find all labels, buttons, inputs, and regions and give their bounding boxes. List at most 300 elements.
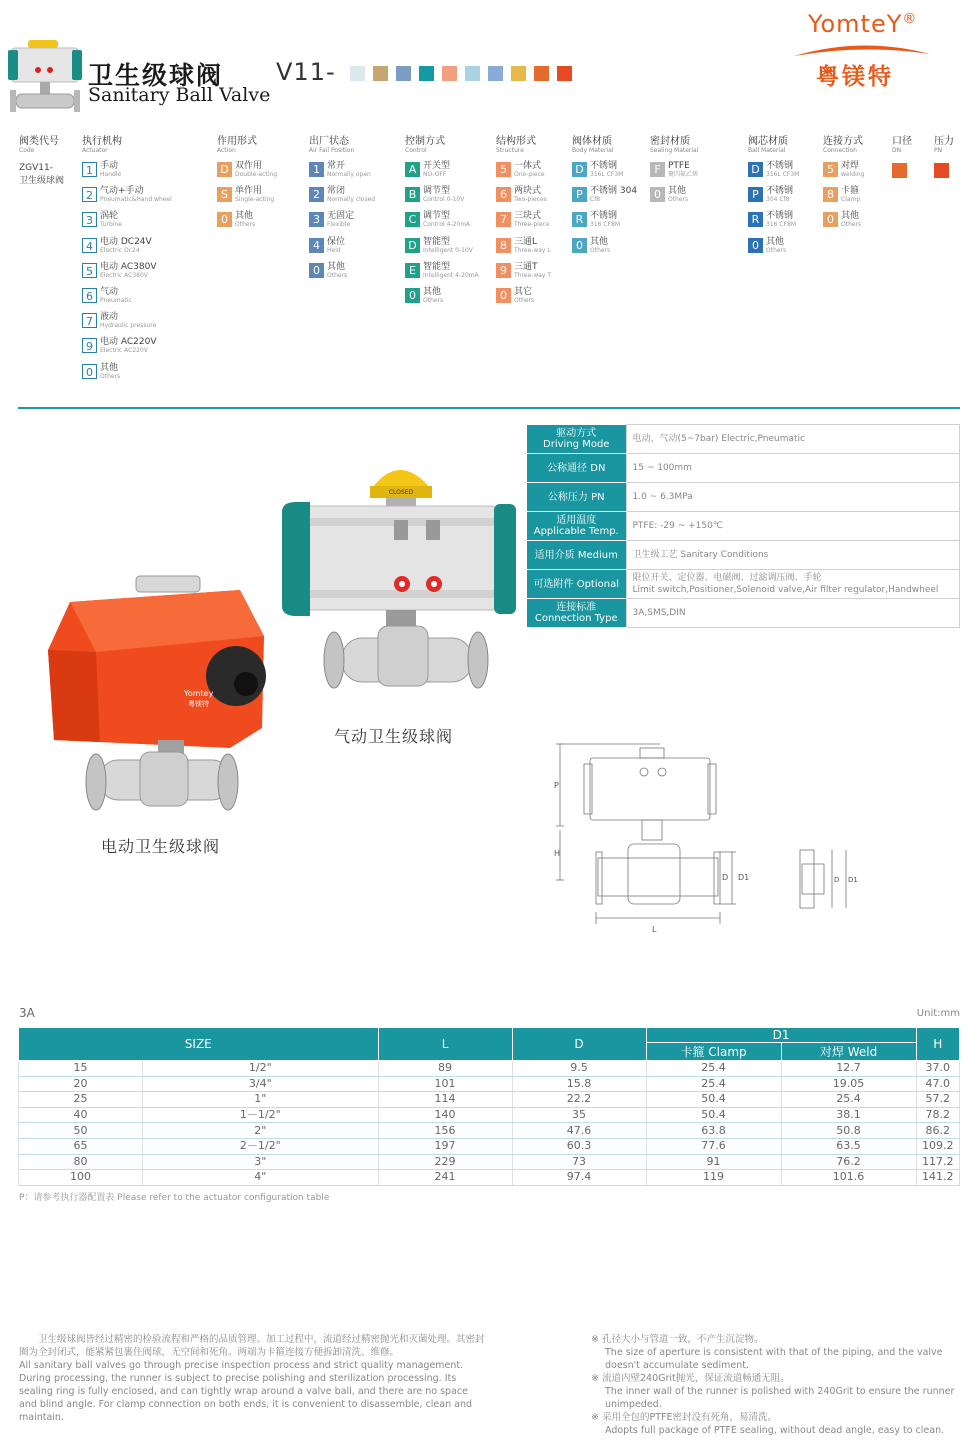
option-item: [405, 186, 479, 211]
table-cell: 20: [19, 1076, 143, 1092]
svg-text:D1: D1: [738, 873, 750, 882]
table-cell: 77.6: [646, 1138, 781, 1154]
table-row: [19, 1123, 960, 1139]
option-label: 不锈钢: [766, 211, 794, 222]
svg-text:L: L: [652, 925, 657, 934]
option-label: 涡轮: [100, 211, 119, 222]
option-code: E: [405, 263, 420, 278]
spec-row: [527, 454, 960, 483]
option-label-en: Others: [327, 271, 348, 279]
option-label: 常开: [327, 161, 346, 171]
spec-table: [527, 424, 960, 628]
feature-cn: ※ 孔径大小与管道一致，不产生沉淀物。: [591, 1334, 764, 1345]
option-item: [309, 161, 375, 186]
option-label: 智能型: [423, 236, 451, 247]
column-heading-en: Actuator: [82, 147, 108, 154]
table-cell: 63.5: [781, 1138, 916, 1154]
option-label-en: Others: [514, 296, 535, 304]
option-item: [82, 237, 172, 262]
table-cell: 3": [143, 1154, 379, 1170]
option-label: 气动+手动: [100, 186, 144, 197]
brand-logo-en: YomteY®: [808, 10, 918, 38]
option-item: [496, 237, 551, 262]
option-label-en: Normally open: [327, 171, 371, 178]
option-code: D: [217, 162, 232, 177]
option-item: [82, 161, 172, 186]
option-label: 三通T: [514, 261, 538, 272]
option-label: 常闭: [327, 186, 346, 197]
svg-text:D: D: [722, 873, 729, 882]
table-cell: 57.2: [916, 1092, 959, 1108]
option-item: [405, 262, 479, 287]
column-heading-en: Structure: [496, 147, 524, 154]
option-item: [82, 211, 172, 236]
option-label: 不锈钢 304: [590, 186, 638, 197]
table-cell: 101.6: [781, 1170, 916, 1186]
column-heading: 阀体材质: [572, 136, 612, 147]
option-label: 保位: [327, 236, 346, 247]
dn-color-box: [892, 163, 907, 178]
option-label-en: 316 CF8M: [590, 221, 620, 229]
table-cell: 156: [378, 1123, 512, 1139]
spec-key: 驱动方式 Driving Mode: [527, 425, 626, 454]
option-label: 其它: [514, 286, 533, 297]
spec-key: 连接标准 Connection Type: [527, 599, 626, 628]
spec-value: 限位开关、定位器、电磁阀、过滤调压阀、手轮 Limit switch,Positioner,Solenoid valve,Air filter regulator,Handwheel: [626, 570, 960, 599]
table-row: [19, 1092, 960, 1108]
option-item: [82, 337, 172, 362]
option-code: 0: [405, 288, 420, 303]
col-h: H: [916, 1028, 959, 1061]
table-cell: 80: [19, 1154, 143, 1170]
table-cell: 117.2: [916, 1154, 959, 1170]
spec-key: 公称通径 DN: [527, 454, 626, 483]
option-label: 一体式: [514, 161, 542, 171]
table-cell: 25: [19, 1092, 143, 1108]
column-heading: 连接方式: [823, 136, 863, 147]
table-cell: 197: [378, 1138, 512, 1154]
option-label: 不锈钢: [766, 186, 794, 197]
table-cell: 9.5: [512, 1061, 646, 1077]
spec-key: 适用温度 Applicable Temp.: [527, 512, 626, 541]
option-code: 1: [309, 162, 324, 177]
color-swatch: [396, 66, 411, 81]
option-item: [217, 161, 277, 186]
description-left: 卫生级球阀皆经过精密的检验流程和严格的品质管理。加工过程中，流道经过精密抛光和灭菌处理。其密封圈为全封闭式，能紧紧包裹住阀球，无空间和死角。两端为卡箍连接方便拆卸清洗、维修。 All sanitary ball valves go through precise inspection process and strict quality management. During processing, the runner is subject to precise polishing and sterilization processing. Its sealing ring is fully enclosed, and can tightly wrap around a valve ball, and there are no space and blind angle. For clamp connection on both ends, it is convenient to disassemble, clean and maintain.: [19, 1334, 485, 1423]
svg-text:CLOSED: CLOSED: [388, 489, 414, 496]
table-row: [19, 1061, 960, 1077]
color-swatch: [511, 66, 526, 81]
column-heading: 执行机构: [82, 136, 122, 147]
option-code: 4: [82, 238, 97, 253]
option-item: [823, 161, 864, 186]
option-label-en: Electric AC220V: [100, 347, 148, 355]
option-label-en: Normally closed: [327, 196, 376, 204]
option-label: 手动: [100, 161, 119, 171]
table-cell: 140: [378, 1107, 512, 1123]
dimension-table: [18, 1027, 960, 1186]
option-code: D: [748, 162, 763, 177]
action-column: [217, 136, 277, 237]
option-label-en: Single-acting: [235, 196, 275, 204]
table-cell: 1－1/2": [143, 1107, 379, 1123]
option-code: 5: [82, 263, 97, 278]
option-label: 其他: [590, 236, 609, 247]
feature-cn: ※ 采用全包的PTFE密封没有死角，易清洗。: [591, 1412, 777, 1423]
option-label-en: Cf8: [590, 196, 601, 204]
spec-value: 卫生级工艺 Sanitary Conditions: [626, 541, 960, 570]
option-label: 卡箍: [841, 186, 860, 197]
option-label-en: Electric Dc24: [100, 246, 140, 254]
code-column: 阀类代号 Code: [19, 136, 59, 154]
option-item: [650, 186, 698, 211]
option-label: 三块式: [514, 211, 542, 222]
option-label-en: Turbine: [100, 221, 122, 229]
option-code: B: [405, 187, 420, 202]
color-swatch: [373, 66, 388, 81]
option-label: 调节型: [423, 186, 451, 197]
option-item: [748, 211, 799, 236]
option-label: 开关型: [423, 161, 451, 171]
table-note: P：请参考执行器配置表 Please refer to the actuator configuration table: [19, 1193, 330, 1203]
option-label: 电动 DC24V: [100, 236, 152, 247]
option-code: 4: [309, 238, 324, 253]
section-divider: [18, 407, 960, 409]
col-clamp: 卡箍 Clamp: [646, 1043, 781, 1061]
table-cell: 60.3: [512, 1138, 646, 1154]
feature-en: The inner wall of the runner is polished with 240Grit to ensure the runner unimpeded.: [605, 1386, 955, 1410]
option-label-en: Intelligent 0-10V: [423, 246, 473, 254]
option-item: [572, 186, 637, 211]
unit-label: Unit:mm: [916, 1008, 960, 1019]
option-label: 不锈钢: [590, 161, 618, 171]
spec-key: 可选附件 Optional: [527, 570, 626, 599]
col-size: SIZE: [19, 1028, 379, 1061]
option-label-en: Electric AC380V: [100, 271, 148, 279]
option-code: 6: [82, 288, 97, 303]
option-label: 不锈钢: [590, 211, 618, 222]
option-label-en: Control 0-10V: [423, 196, 465, 204]
electric-valve-image: [40, 572, 280, 824]
color-code-swatches: [350, 66, 572, 81]
table-cell: 47.6: [512, 1123, 646, 1139]
table-cell: 50: [19, 1123, 143, 1139]
option-item: [405, 211, 479, 236]
table-cell: 22.2: [512, 1092, 646, 1108]
option-label-en: Flexible: [327, 221, 351, 229]
column-heading-en: Sealing Material: [650, 147, 699, 154]
option-code: 6: [496, 187, 511, 202]
option-label-en: Handle: [100, 171, 122, 178]
option-code: 1: [82, 162, 97, 177]
electric-valve-caption: 电动卫生级球阀: [101, 837, 221, 856]
fail-position-column: [309, 136, 375, 287]
table-row: [19, 1154, 960, 1170]
color-swatch: [465, 66, 480, 81]
option-item: [748, 161, 799, 186]
col-d1: D1: [646, 1028, 916, 1043]
option-label-en: Three-piece: [514, 221, 550, 229]
option-item: [823, 186, 864, 211]
spec-row: [527, 599, 960, 628]
color-swatch: [534, 66, 549, 81]
option-label-en: 316 CF8M: [766, 221, 796, 229]
spec-value: 3A,SMS,DIN: [626, 599, 960, 628]
pn-column: 压力 PN: [934, 136, 954, 178]
pn-color-box: [934, 163, 949, 178]
spec-key: 适用介质 Medium: [527, 541, 626, 570]
table-cell: 141.2: [916, 1170, 959, 1186]
page-title-cn: 卫生级球阀: [88, 61, 224, 90]
option-item: [217, 186, 277, 211]
table-cell: 25.4: [781, 1092, 916, 1108]
table-cell: 229: [378, 1154, 512, 1170]
column-heading: 作用形式: [217, 136, 257, 147]
option-label: 其他: [423, 286, 442, 297]
option-code: P: [572, 187, 587, 202]
table-cell: 86.2: [916, 1123, 959, 1139]
option-label: 调节型: [423, 211, 451, 222]
description-right: [591, 1333, 963, 1437]
option-label-en: 316L CF3M: [766, 171, 800, 178]
option-label: 其他: [841, 211, 860, 222]
option-code: 8: [823, 187, 838, 202]
option-item: [572, 161, 637, 186]
table-cell: 47.0: [916, 1076, 959, 1092]
option-label-en: Intelligent 4-20mA: [423, 271, 479, 279]
option-code: R: [572, 212, 587, 227]
svg-text:粤镁特: 粤镁特: [188, 700, 209, 708]
option-item: [217, 211, 277, 236]
option-label-en: 316L CF3M: [590, 171, 624, 178]
svg-text:Yomtey: Yomtey: [184, 689, 214, 698]
option-label: PTFE: [668, 161, 690, 171]
table-row: [19, 1170, 960, 1186]
table-cell: 40: [19, 1107, 143, 1123]
option-label: 其他: [327, 261, 346, 272]
color-swatch: [442, 66, 457, 81]
col-weld: 对焊 Weld: [781, 1043, 916, 1061]
table-cell: 1/2": [143, 1061, 379, 1077]
option-label: 不锈钢: [766, 161, 794, 171]
table-cell: 15: [19, 1061, 143, 1077]
table-cell: 63.8: [646, 1123, 781, 1139]
dn-column: 口径 DN: [892, 136, 912, 178]
option-label-en: Others: [590, 246, 611, 254]
option-label-en: Control 4-20mA: [423, 221, 471, 229]
table-cell: 35: [512, 1107, 646, 1123]
option-item: [309, 237, 375, 262]
option-code: 7: [82, 313, 97, 328]
option-label: 其他: [668, 186, 687, 197]
option-label: 液动: [100, 312, 119, 323]
table-cell: 76.2: [781, 1154, 916, 1170]
option-code: 8: [496, 238, 511, 253]
table-cell: 50.4: [646, 1107, 781, 1123]
color-swatch: [350, 66, 365, 81]
option-label: 智能型: [423, 261, 451, 272]
table-cell: 12.7: [781, 1061, 916, 1077]
option-label: 单作用: [235, 186, 263, 197]
code-value: ZGV11- 卫生级球阀: [19, 163, 65, 186]
option-code: 0: [572, 238, 587, 253]
svg-text:H: H: [554, 849, 561, 858]
svg-text:D1: D1: [848, 876, 858, 884]
color-swatch: [488, 66, 503, 81]
option-item: [82, 312, 172, 337]
option-code: 5: [496, 162, 511, 177]
table-cell: 114: [378, 1092, 512, 1108]
option-label: 其他: [235, 211, 254, 222]
option-label-en: Three-way L: [514, 246, 551, 254]
option-code: 3: [82, 212, 97, 227]
option-label: 其他: [100, 362, 119, 373]
option-item: [496, 211, 551, 236]
option-item: [309, 186, 375, 211]
table-cell: 37.0: [916, 1061, 959, 1077]
option-code: 0: [309, 263, 324, 278]
option-code: S: [217, 187, 232, 202]
table-cell: 50.8: [781, 1123, 916, 1139]
option-label: 电动 AC380V: [100, 261, 157, 272]
option-code: D: [405, 238, 420, 253]
option-item: [496, 287, 551, 312]
option-label-en: Others: [423, 296, 444, 304]
option-label-en: Hydraulic pressure: [100, 322, 157, 330]
table-cell: 73: [512, 1154, 646, 1170]
table-cell: 1": [143, 1092, 379, 1108]
option-item: [496, 186, 551, 211]
option-code: 0: [823, 212, 838, 227]
option-item: [572, 237, 637, 262]
option-item: [748, 237, 799, 262]
option-code: C: [405, 212, 420, 227]
option-label-en: Others: [668, 196, 689, 204]
option-code: 7: [496, 212, 511, 227]
table-row: [19, 1138, 960, 1154]
option-label-en: welding: [841, 171, 865, 178]
spec-value: PTFE: -29 ~ +150℃: [626, 512, 960, 541]
table-cell: 19.05: [781, 1076, 916, 1092]
column-heading-en: Control: [405, 147, 427, 154]
feature-en: Adopts full package of PTFE sealing, without dead angle, easy to clean.: [605, 1425, 945, 1436]
option-label: 双作用: [235, 161, 263, 171]
structure-column: [496, 136, 551, 312]
option-label-en: Held: [327, 246, 341, 254]
option-label: 两块式: [514, 186, 542, 197]
option-label-en: Pneumatic: [100, 296, 132, 304]
option-label: 三通L: [514, 236, 538, 247]
option-label-en: Pneumatic&Hand wheel: [100, 196, 172, 204]
option-label-en: 304 Cf8: [766, 196, 790, 204]
option-code: 0: [217, 212, 232, 227]
table-cell: 241: [378, 1170, 512, 1186]
option-label: 无固定: [327, 211, 355, 222]
header-valve-thumbnail: [8, 40, 84, 118]
option-item: [82, 363, 172, 388]
option-label-en: Double-acting: [235, 171, 278, 178]
column-heading: 结构形式: [496, 136, 536, 147]
option-label-en: Others: [235, 221, 256, 229]
option-label: 电动 AC220V: [100, 337, 157, 348]
spec-row: [527, 512, 960, 541]
option-label-en: Clamp: [841, 196, 861, 204]
option-item: [82, 262, 172, 287]
table-cell: 2": [143, 1123, 379, 1139]
connection-column: [823, 136, 864, 237]
option-item: [82, 186, 172, 211]
option-code: 2: [82, 187, 97, 202]
option-code: 0: [748, 238, 763, 253]
table-cell: 38.1: [781, 1107, 916, 1123]
table-cell: 89: [378, 1061, 512, 1077]
option-label-en: Others: [766, 246, 787, 254]
option-item: [572, 211, 637, 236]
option-item: [82, 287, 172, 312]
option-label-en: Three-way T: [514, 271, 552, 279]
column-heading-en: Action: [217, 147, 236, 154]
table-cell: 78.2: [916, 1107, 959, 1123]
table-cell: 4": [143, 1170, 379, 1186]
spec-value: 15 ~ 100mm: [626, 454, 960, 483]
actuator-column: [82, 136, 172, 388]
option-label: 对焊: [841, 161, 860, 171]
option-item: [748, 186, 799, 211]
column-heading-en: Body Material: [572, 147, 614, 154]
option-code: 9: [496, 263, 511, 278]
page-title-en: Sanitary Ball Valve: [88, 84, 271, 106]
option-code: P: [748, 187, 763, 202]
option-item: [405, 237, 479, 262]
table-cell: 25.4: [646, 1076, 781, 1092]
option-item: [496, 262, 551, 287]
pneumatic-valve-image: [282, 458, 518, 714]
column-heading: 阀芯材质: [748, 136, 788, 147]
table-cell: 25.4: [646, 1061, 781, 1077]
option-label-en: Others: [841, 221, 862, 229]
standard-label: 3A: [19, 1006, 35, 1020]
option-item: [405, 287, 479, 312]
option-code: 5: [823, 162, 838, 177]
table-cell: 15.8: [512, 1076, 646, 1092]
option-code: 9: [82, 338, 97, 353]
option-label-en: Others: [100, 372, 121, 380]
option-label: 其他: [766, 236, 785, 247]
option-code: R: [748, 212, 763, 227]
col-d: D: [512, 1028, 646, 1061]
spec-row: [527, 483, 960, 512]
option-code: F: [650, 162, 665, 177]
color-swatch: [557, 66, 572, 81]
ball-material-column: [748, 136, 799, 262]
table-cell: 50.4: [646, 1092, 781, 1108]
table-cell: 3/4": [143, 1076, 379, 1092]
column-heading-en: Ball Material: [748, 147, 786, 154]
option-code: A: [405, 162, 420, 177]
spec-row: [527, 425, 960, 454]
table-cell: 2－1/2": [143, 1138, 379, 1154]
spec-value: 1.0 ~ 6.3MPa: [626, 483, 960, 512]
option-label-en: One-piece: [514, 171, 545, 178]
option-label: 气动: [100, 286, 119, 297]
option-item: [309, 211, 375, 236]
option-code: 2: [309, 187, 324, 202]
svg-text:P: P: [554, 781, 559, 790]
spec-key: 公称压力 PN: [527, 483, 626, 512]
option-item: [309, 262, 375, 287]
color-swatch: [419, 66, 434, 81]
table-cell: 100: [19, 1170, 143, 1186]
